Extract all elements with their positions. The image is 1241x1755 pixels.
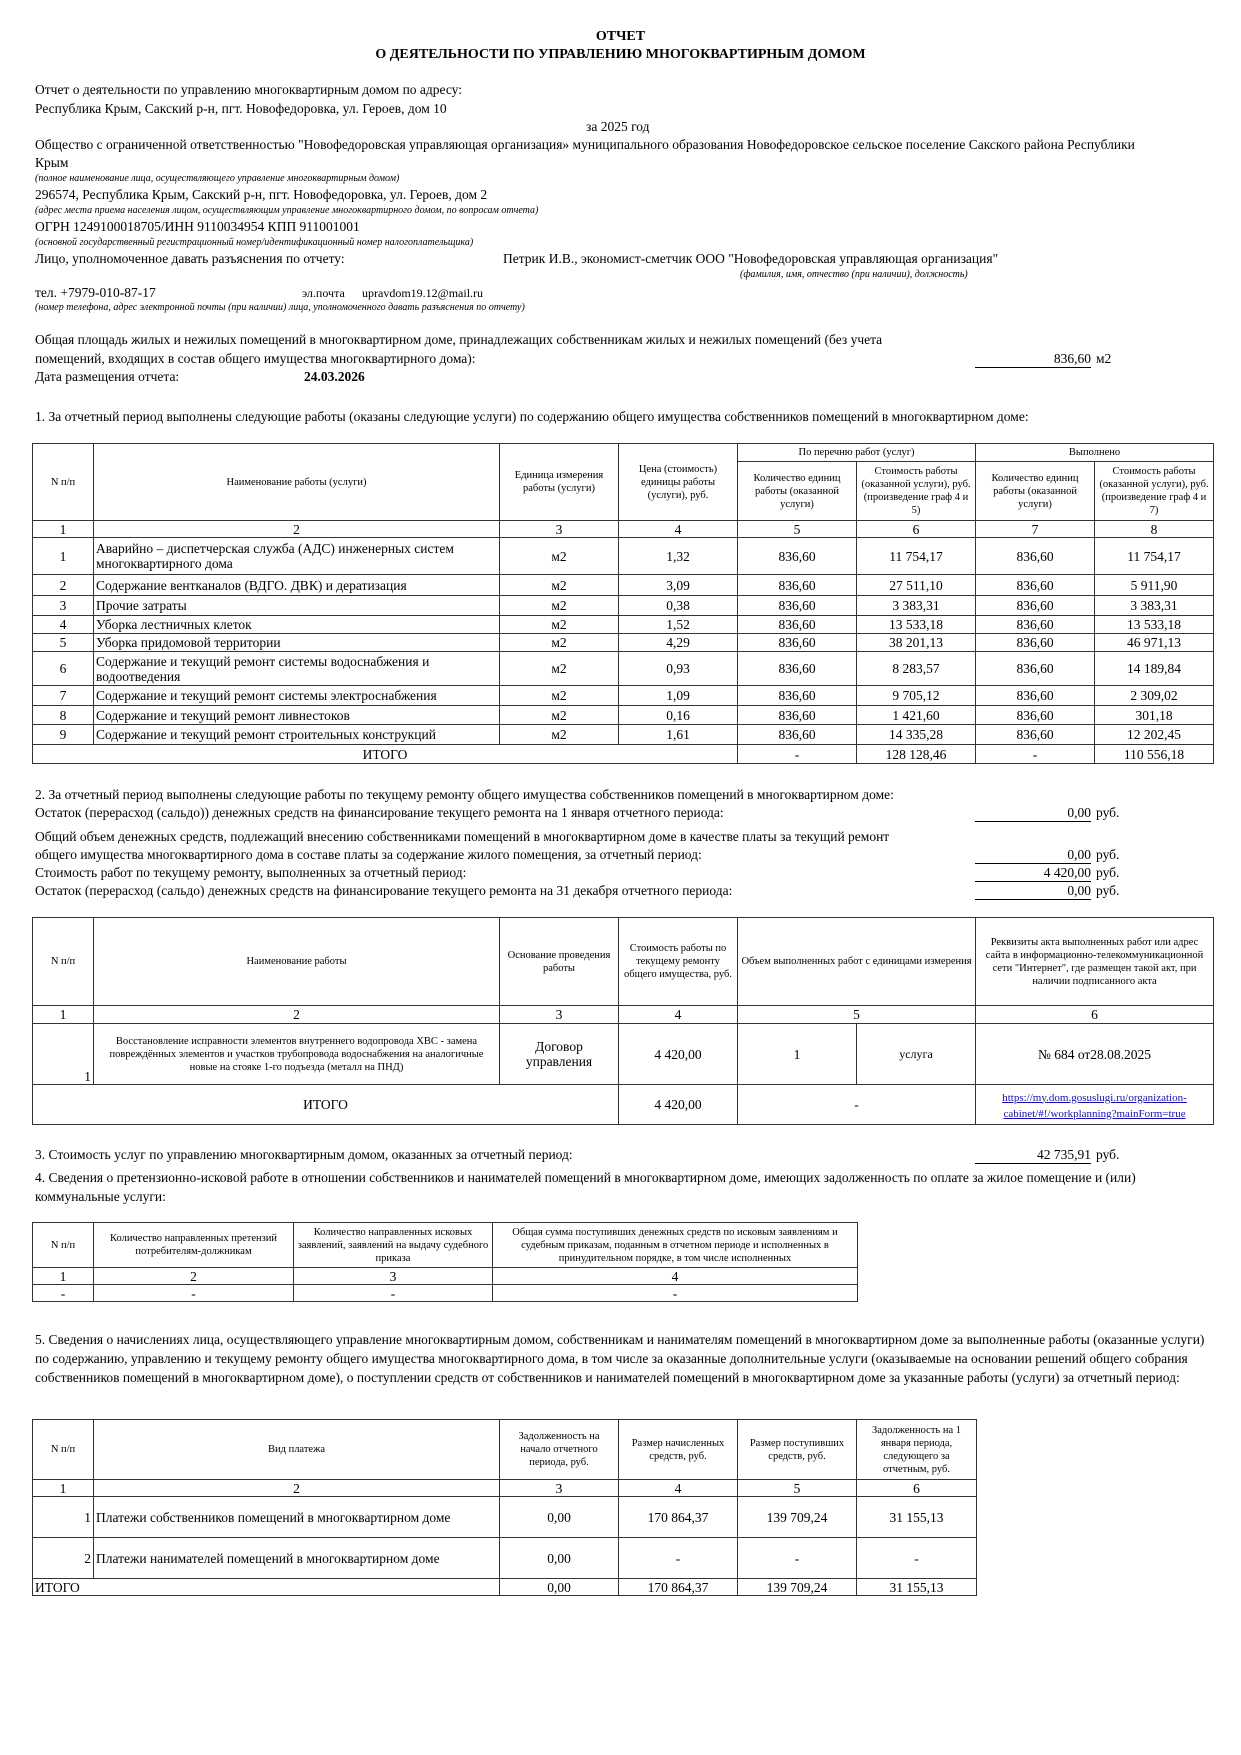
col-unit: Единица измерения работы (услуги) (500, 444, 619, 521)
cell-done-qty: 836,60 (976, 686, 1095, 706)
cell-done-cost: 12 202,45 (1095, 725, 1214, 745)
cell-unit: м2 (500, 538, 619, 575)
col-number: 3 (500, 1006, 619, 1024)
payments-table (32, 1419, 977, 1596)
table-row (33, 686, 1214, 706)
table-row (33, 1497, 977, 1538)
cell-done-qty: 836,60 (976, 538, 1095, 575)
cell-num: 3 (33, 596, 94, 616)
col-number: 3 (500, 521, 619, 538)
col-done-qty: Количество единиц работы (оказанной услуги) (976, 462, 1095, 521)
contact-person: Петрик И.В., экономист-сметчик ООО "Новофедоровская управляющая организация" (503, 251, 999, 266)
cell-done-cost: 13 533,18 (1095, 616, 1214, 634)
table-row (33, 1285, 858, 1302)
cell-plan-cost: 9 705,12 (857, 686, 976, 706)
cell-num: 1 (33, 1024, 94, 1085)
repair-table (32, 917, 1214, 1125)
total-debt-end: 31 155,13 (857, 1579, 977, 1596)
cell-plan-cost: 27 511,10 (857, 575, 976, 596)
cell-done-cost: 3 383,31 (1095, 596, 1214, 616)
works-cost-label: Стоимость работ по текущему ремонту, выполненных за отчетный период: (35, 865, 467, 880)
col-number: 8 (1095, 521, 1214, 538)
cell-received: 139 709,24 (738, 1497, 857, 1538)
cell-name: Содержание вентканалов (ВДГО. ДВК) и дератизация (94, 575, 500, 596)
act-link-cell (976, 1085, 1214, 1125)
org-ids-hint: (основной государственный регистрационный номер/идентификационный номер налогоплательщика) (35, 237, 474, 248)
col-number: 4 (619, 1006, 738, 1024)
cell: - (94, 1285, 294, 1302)
total-charged: 170 864,37 (619, 1579, 738, 1596)
section3-label: 3. Стоимость услуг по управлению многоквартирным домом, оказанных за отчетный период: (35, 1147, 573, 1162)
cell-unit: м2 (500, 725, 619, 745)
col-num: N п/п (33, 918, 94, 1006)
currency: руб. (1096, 883, 1120, 898)
section5-heading: 5. Сведения о начислениях лица, осуществляющего управление многоквартирным домом, собственникам и нанимателям помещений в многоквартирном доме за выполненные работы (оказанные услуги) по содержанию, управлению и текущему ремонту общего имущества многоквартирного дома, в том числе за оказанные дополнительные услуги (оказываемые на основании решений общего собрания собственников помещений в многоквартирном доме), о поступлении средств от собственников и нанимателей помещений в многоквартирном доме за указанные работы (услуги) за отчетный период: (35, 1332, 1205, 1385)
total-volume: - (738, 1085, 976, 1125)
col-number: 1 (33, 1006, 94, 1024)
cell: - (33, 1285, 94, 1302)
report-title: ОТЧЕТ (595, 29, 646, 44)
cell-debt-end: - (857, 1538, 977, 1579)
cell-plan-qty: 836,60 (738, 725, 857, 745)
table-row (33, 652, 1214, 686)
cell-basis: Договор управления (500, 1024, 619, 1085)
works-table (32, 443, 1214, 764)
cell-num: 1 (33, 538, 94, 575)
cell-unit: м2 (500, 616, 619, 634)
cell-name: Аварийно – диспетчерская служба (АДС) инженерных систем многоквартирного дома (94, 538, 500, 575)
cell-type: Платежи собственников помещений в многоквартирном доме (94, 1497, 500, 1538)
table-row (33, 1538, 977, 1579)
cell-unit: м2 (500, 634, 619, 652)
cell-num: 8 (33, 706, 94, 725)
cell-plan-qty: 836,60 (738, 706, 857, 725)
col-number: 6 (976, 1006, 1214, 1024)
cell-received: - (738, 1538, 857, 1579)
org-address: 296574, Республика Крым, Сакский р-н, пгт. Новофедоровка, ул. Героев, дом 2 (35, 187, 488, 202)
cell-name: Прочие затраты (94, 596, 500, 616)
contact-hint: (номер телефона, адрес электронной почты (при наличии) лица, уполномоченного давать разъяснения по отчету) (35, 302, 525, 313)
contact-person-hint: (фамилия, имя, отчество (при наличии), должность) (740, 269, 968, 280)
cell-done-qty: 836,60 (976, 634, 1095, 652)
cell-plan-cost: 14 335,28 (857, 725, 976, 745)
col-price: Цена (стоимость) единицы работы (услуги), руб. (619, 444, 738, 521)
cell-price: 3,09 (619, 575, 738, 596)
report-period: за 2025 год (586, 119, 650, 134)
section2-heading: 2. За отчетный период выполнены следующие работы по текущему ремонту общего имущества собственников помещений в многоквартирном доме: (35, 787, 894, 802)
cell-done-qty: 836,60 (976, 596, 1095, 616)
cell-act: № 684 от28.08.2025 (976, 1024, 1214, 1085)
cell-done-qty: 836,60 (976, 706, 1095, 725)
org-name-hint: (полное наименование лица, осуществляющего управление многоквартирным домом) (35, 173, 400, 184)
table-row (33, 616, 1214, 634)
col-name: Наименование работы (услуги) (94, 444, 500, 521)
org-name-cont: Крым (35, 155, 69, 170)
cell-price: 4,29 (619, 634, 738, 652)
table-row (33, 538, 1214, 575)
section3-value: 42 735,91 (975, 1146, 1091, 1164)
email-label: эл.почта (302, 286, 345, 300)
cell-plan-cost: 13 533,18 (857, 616, 976, 634)
col-number: 6 (857, 521, 976, 538)
cell-name: Уборка лестничных клеток (94, 616, 500, 634)
cell-debt-end: 31 155,13 (857, 1497, 977, 1538)
col-number: 6 (857, 1480, 977, 1497)
area-value: 836,60 (975, 350, 1091, 368)
col-plan-cost: Стоимость работы (оказанной услуги), руб. (произведение граф 4 и 5) (857, 462, 976, 521)
publish-date: 24.03.2026 (304, 369, 365, 384)
total-received: 139 709,24 (738, 1579, 857, 1596)
works-cost-value: 4 420,00 (975, 864, 1091, 882)
cell-done-cost: 301,18 (1095, 706, 1214, 725)
col-number: 5 (738, 1006, 976, 1024)
cell-name: Содержание и текущий ремонт системы электроснабжения (94, 686, 500, 706)
cell-price: 0,16 (619, 706, 738, 725)
balance-start-value: 0,00 (975, 804, 1091, 822)
cell-done-qty: 836,60 (976, 616, 1095, 634)
col-group-done: Выполнено (976, 444, 1214, 462)
area-text-cont: помещений, входящих в состав общего имущества многоквартирного дома): (35, 351, 476, 366)
balance-end-value: 0,00 (975, 882, 1091, 900)
cell-price: 1,52 (619, 616, 738, 634)
cell-name: Уборка придомовой территории (94, 634, 500, 652)
cell-done-cost: 5 911,90 (1095, 575, 1214, 596)
col-group-plan: По перечню работ (услуг) (738, 444, 976, 462)
cell-plan-cost: 3 383,31 (857, 596, 976, 616)
cell-plan-cost: 11 754,17 (857, 538, 976, 575)
col-amount: Общая сумма поступивших денежных средств по исковым заявлениям и судебным приказам, поданным в отчетном периоде и исполненных в принудительном порядке, в том числе исполненных (493, 1223, 858, 1268)
cell-unit: м2 (500, 652, 619, 686)
total-row (33, 745, 1214, 764)
contrib-label: Общий объем денежных средств, подлежащий внесению собственниками помещений в многоквартирном доме в качестве платы за текущий ремонт (35, 829, 890, 844)
col-number: 4 (493, 1268, 858, 1285)
total-plan-cost: 128 128,46 (857, 745, 976, 764)
cell-cost: 4 420,00 (619, 1024, 738, 1085)
cell-num: 2 (33, 1538, 94, 1579)
col-number: 4 (619, 521, 738, 538)
col-plan-qty: Количество единиц работы (оказанной услуги) (738, 462, 857, 521)
cell-price: 1,09 (619, 686, 738, 706)
contact-phone: тел. +7979-010-87-17 (35, 285, 156, 300)
cell-name: Содержание и текущий ремонт системы водоснабжения и водоотведения (94, 652, 500, 686)
claims-table (32, 1222, 858, 1302)
cell-num: 1 (33, 1497, 94, 1538)
total-row (33, 1085, 1214, 1125)
table-row (33, 1024, 1214, 1085)
balance-start-label: Остаток (перерасход (сальдо)) денежных средств на финансирование текущего ремонта на 1 января отчетного периода: (35, 805, 724, 820)
col-number: 4 (619, 1480, 738, 1497)
col-number: 1 (33, 1268, 94, 1285)
total-plan-qty: - (738, 745, 857, 764)
cell-unit: м2 (500, 706, 619, 725)
date-label: Дата размещения отчета: (35, 369, 180, 384)
org-name: Общество с ограниченной ответственностью "Новофедоровская управляющая организация» муниципального образования Новофедоровское сельское поселение Сакского района Республики (35, 137, 1135, 152)
contact-label: Лицо, уполномоченное давать разъяснения по отчету: (35, 251, 345, 266)
cell: - (493, 1285, 858, 1302)
col-basis: Основание проведения работы (500, 918, 619, 1006)
cell-plan-cost: 38 201,13 (857, 634, 976, 652)
cell-num: 7 (33, 686, 94, 706)
section4-heading: 4. Сведения о претензионно-исковой работе в отношении собственников и нанимателей помещений в многоквартирном доме, имеющих задолженность по оплате за жилое помещение и (или) коммунальные услуги: (35, 1170, 1136, 1204)
col-received: Размер поступивших средств, руб. (738, 1420, 857, 1480)
cell-name: Содержание и текущий ремонт строительных конструкций (94, 725, 500, 745)
total-debt-start: 0,00 (500, 1579, 619, 1596)
col-name: Наименование работы (94, 918, 500, 1006)
cell-debt-start: 0,00 (500, 1497, 619, 1538)
col-volume: Объем выполненных работ с единицами измерения (738, 918, 976, 1006)
col-num: N п/п (33, 444, 94, 521)
total-done-qty: - (976, 745, 1095, 764)
cell-plan-qty: 836,60 (738, 616, 857, 634)
org-address-hint: (адрес места приема населения лицом, осуществляющим управление многоквартирного домом, по вопросам отчета) (35, 205, 539, 216)
total-row (33, 1579, 977, 1596)
cell-done-cost: 11 754,17 (1095, 538, 1214, 575)
contrib-value: 0,00 (975, 846, 1091, 864)
col-number: 3 (500, 1480, 619, 1497)
cell-done-cost: 14 189,84 (1095, 652, 1214, 686)
col-num: N п/п (33, 1223, 94, 1268)
cell-unit: м2 (500, 596, 619, 616)
cell: - (294, 1285, 493, 1302)
table-row (33, 596, 1214, 616)
cell-done-cost: 46 971,13 (1095, 634, 1214, 652)
col-number: 2 (94, 1006, 500, 1024)
cell-plan-qty: 836,60 (738, 575, 857, 596)
col-number: 1 (33, 1480, 94, 1497)
act-link[interactable]: https://my.dom.gosuslugi.ru/organization-cabinet/#!/workplanning?mainForm=true (1002, 1091, 1187, 1120)
cell-done-qty: 836,60 (976, 652, 1095, 686)
total-label: ИТОГО (33, 745, 738, 764)
table-row (33, 634, 1214, 652)
cell-unit: услуга (857, 1024, 976, 1085)
currency: руб. (1096, 1147, 1120, 1162)
balance-end-label: Остаток (перерасход (сальдо) денежных средств на финансирование текущего ремонта на 31 декабря отчетного периода: (35, 883, 733, 898)
area-text: Общая площадь жилых и нежилых помещений в многоквартирном доме, принадлежащих собственникам жилых и нежилых помещений (без учета (35, 332, 883, 347)
cell-price: 1,32 (619, 538, 738, 575)
cell-unit: м2 (500, 686, 619, 706)
col-done-cost: Стоимость работы (оказанной услуги), руб. (произведение граф 4 и 7) (1095, 462, 1214, 521)
cell-num: 4 (33, 616, 94, 634)
total-label: ИТОГО (33, 1579, 500, 1596)
cell-plan-qty: 836,60 (738, 596, 857, 616)
cell-done-qty: 836,60 (976, 725, 1095, 745)
report-subtitle: О ДЕЯТЕЛЬНОСТИ ПО УПРАВЛЕНИЮ МНОГОКВАРТИРНЫМ ДОМОМ (375, 47, 866, 62)
cell-charged: 170 864,37 (619, 1497, 738, 1538)
col-lawsuits: Количество направленных исковых заявлений, заявлений на выдачу судебного приказа (294, 1223, 493, 1268)
col-type: Вид платежа (94, 1420, 500, 1480)
col-number: 2 (94, 521, 500, 538)
col-number: 3 (294, 1268, 493, 1285)
col-act: Реквизиты акта выполненных работ или адрес сайта в информационно-телекоммуникационной сети "Интернет", где размещен такой акт, при наличии подписанного акта (976, 918, 1214, 1006)
col-debt-start: Задолженность на начало отчетного периода, руб. (500, 1420, 619, 1480)
cell-price: 0,38 (619, 596, 738, 616)
currency: руб. (1096, 805, 1120, 820)
contrib-label-cont: общего имущества многоквартирного дома в составе платы за содержание жилого помещения, за отчетный период: (35, 847, 702, 862)
cell-plan-qty: 836,60 (738, 634, 857, 652)
cell-num: 6 (33, 652, 94, 686)
cell-qty: 1 (738, 1024, 857, 1085)
house-address: Республика Крым, Сакский р-н, пгт. Новофедоровка, ул. Героев, дом 10 (35, 101, 447, 116)
col-claims: Количество направленных претензий потребителям-должникам (94, 1223, 294, 1268)
col-debt-end: Задолженность на 1 января периода, следующего за отчетным, руб. (857, 1420, 977, 1480)
cell-done-qty: 836,60 (976, 575, 1095, 596)
cell-unit: м2 (500, 575, 619, 596)
org-ids: ОГРН 1249100018705/ИНН 9110034954 КПП 911001001 (35, 219, 360, 234)
col-number: 7 (976, 521, 1095, 538)
table-row (33, 706, 1214, 725)
cell-name: Содержание и текущий ремонт ливнестоков (94, 706, 500, 725)
cell-num: 9 (33, 725, 94, 745)
cell-plan-qty: 836,60 (738, 538, 857, 575)
contact-email[interactable]: upravdom19.12@mail.ru (362, 286, 484, 300)
area-unit: м2 (1096, 351, 1112, 366)
cell-plan-cost: 8 283,57 (857, 652, 976, 686)
col-cost: Стоимость работы по текущему ремонту общего имущества, руб. (619, 918, 738, 1006)
currency: руб. (1096, 865, 1120, 880)
cell-done-cost: 2 309,02 (1095, 686, 1214, 706)
cell-plan-cost: 1 421,60 (857, 706, 976, 725)
cell-charged: - (619, 1538, 738, 1579)
table-row (33, 575, 1214, 596)
cell-plan-qty: 836,60 (738, 652, 857, 686)
address-label: Отчет о деятельности по управлению многоквартирным домом по адресу: (35, 82, 463, 97)
col-number: 2 (94, 1268, 294, 1285)
cell-price: 1,61 (619, 725, 738, 745)
cell-debt-start: 0,00 (500, 1538, 619, 1579)
cell-num: 5 (33, 634, 94, 652)
table-row (33, 725, 1214, 745)
cell-name: Восстановление исправности элементов внутреннего водопровода ХВС - замена повреждённых элементов и участков трубопровода водоснабжения на аналогичные новые на стояке 1-го подъезда (металл на ПНД) (94, 1024, 500, 1085)
section1-heading: 1. За отчетный период выполнены следующие работы (оказаны следующие услуги) по содержанию общего имущества собственников помещений в многоквартирном доме: (35, 409, 1029, 424)
col-charged: Размер начисленных средств, руб. (619, 1420, 738, 1480)
col-number: 5 (738, 521, 857, 538)
cell-price: 0,93 (619, 652, 738, 686)
col-num: N п/п (33, 1420, 94, 1480)
cell-type: Платежи нанимателей помещений в многоквартирном доме (94, 1538, 500, 1579)
cell-plan-qty: 836,60 (738, 686, 857, 706)
total-cost: 4 420,00 (619, 1085, 738, 1125)
col-number: 2 (94, 1480, 500, 1497)
currency: руб. (1096, 847, 1120, 862)
total-label: ИТОГО (33, 1085, 619, 1125)
col-number: 1 (33, 521, 94, 538)
cell-num: 2 (33, 575, 94, 596)
total-done-cost: 110 556,18 (1095, 745, 1214, 764)
col-number: 5 (738, 1480, 857, 1497)
